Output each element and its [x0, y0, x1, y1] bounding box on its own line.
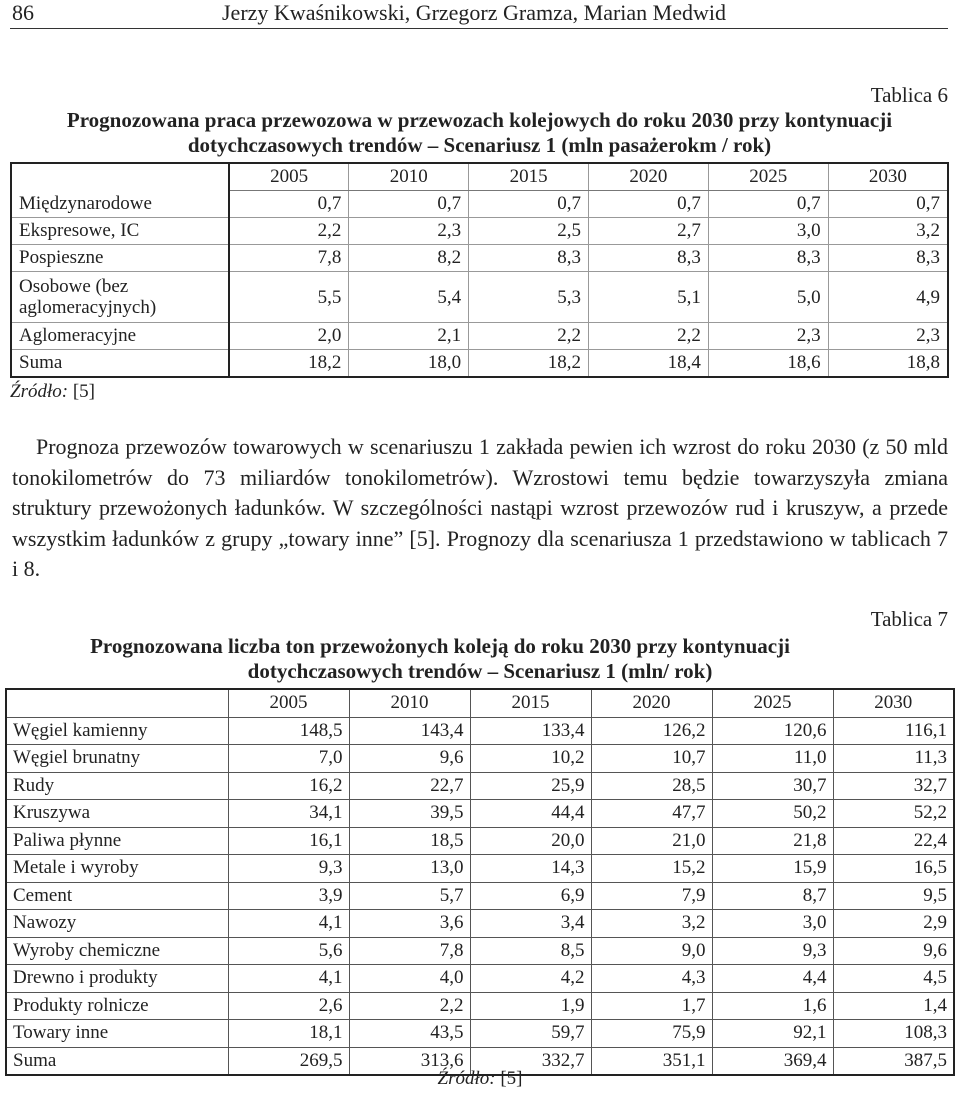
table7 [5, 688, 955, 1076]
table7-cell: 75,9 [591, 1020, 712, 1048]
table7-cell: 120,6 [712, 717, 833, 745]
table7-cell: 10,2 [470, 745, 591, 773]
table7-title [5, 634, 955, 684]
table6-cell: 0,7 [828, 191, 948, 218]
table7-cell: 351,1 [591, 1047, 712, 1075]
table7-row-label: Rudy [6, 772, 228, 800]
table7-year-header: 2010 [349, 689, 470, 717]
table6-cell: 5,0 [708, 272, 828, 323]
table7-cell: 313,6 [349, 1047, 470, 1075]
table7-cell: 18,1 [228, 1020, 349, 1048]
table7-source [0, 1068, 960, 1090]
table7-row-label: Cement [6, 882, 228, 910]
table7-row-label: Kruszywa [6, 800, 228, 828]
table6-cell: 0,7 [229, 191, 349, 218]
table6-cell: 18,8 [906, 352, 940, 373]
table7-cell: 148,5 [228, 717, 349, 745]
table6-cell: 5,5 [229, 272, 349, 323]
table7-row [6, 937, 954, 965]
table6-cell: 2,3 [828, 323, 948, 350]
table7-row-label: Suma [6, 1047, 228, 1075]
table7-label: Tablica 7 [870, 607, 948, 631]
table7-year-header: 2025 [712, 689, 833, 717]
table7-cell: 14,3 [470, 855, 591, 883]
table6-cell: 0,7 [349, 191, 469, 218]
table6-title [10, 108, 949, 158]
table6-year-header: 2015 [469, 163, 589, 191]
table7-cell: 52,2 [833, 800, 954, 828]
table6-cell: 8,2 [349, 245, 469, 272]
table7-cell: 4,3 [591, 965, 712, 993]
table7-cell: 9,6 [833, 937, 954, 965]
table6-cell: 2,1 [349, 323, 469, 350]
table7-cell: 4,4 [712, 965, 833, 993]
table6-row [11, 272, 948, 323]
table6-cell: 18,2 [229, 350, 349, 378]
table6-year-header: 2030 [828, 163, 948, 191]
page-header [10, 0, 948, 29]
table7-cell: 2,2 [349, 992, 470, 1020]
table6-cell: 8,3 [469, 245, 589, 272]
table7-year-header: 2005 [228, 689, 349, 717]
body-paragraph: Prognoza przewozów towarowych w scenariuszu 1 zakłada pewien ich wzrost do roku 2030 (z 50 mld tonokilometrów do 73 miliardów tonokilometrów). Wzrostowi temu będzie towarzyszyła zmiana struktury przewożonych ładunków. W szczególności nastąpi wzrost przewozów rud i kruszyw, a przede wszystkim ładunków z grupy „towary inne” [5]. Prognozy dla scenariusza 1 przedstawiono w tablicach 7 i 8. [12, 434, 948, 581]
table7-row [6, 800, 954, 828]
table6-cell: 0,7 [708, 191, 828, 218]
table7-cell: 269,5 [228, 1047, 349, 1075]
table7-cell: 4,2 [470, 965, 591, 993]
table6-header-row [11, 163, 948, 191]
table6-cell: 2,3 [708, 323, 828, 350]
table7-cell: 21,0 [591, 827, 712, 855]
table6-row [11, 323, 948, 350]
table6-row [11, 245, 948, 272]
table6-cell: 5,3 [469, 272, 589, 323]
table7-cell: 43,5 [349, 1020, 470, 1048]
table6-cell: 2,2 [588, 323, 708, 350]
table7-cell: 16,2 [228, 772, 349, 800]
table7-cell: 3,2 [591, 910, 712, 938]
table7-cell: 133,4 [470, 717, 591, 745]
table6-cell: 18,4 [588, 350, 708, 378]
table7-cell: 30,7 [712, 772, 833, 800]
running-head-authors: Jerzy Kwaśnikowski, Grzegorz Gramza, Marian Medwid [222, 0, 727, 25]
table6-cell: 5,1 [588, 272, 708, 323]
table7-cell: 8,5 [470, 937, 591, 965]
table6-cell: 2,5 [469, 218, 589, 245]
table6-cell: 8,3 [588, 245, 708, 272]
table7-source-label: Źródło: [437, 1068, 496, 1089]
table7-row-label: Metale i wyroby [6, 855, 228, 883]
table7-cell: 18,5 [349, 827, 470, 855]
table6-title-line1: Prognozowana praca przewozowa w przewozach kolejowych do roku 2030 przy kontynuacji [66, 108, 893, 132]
table6-year-header: 2005 [229, 163, 349, 191]
table6-title-line2: dotychczasowych trendów – Scenariusz 1 (mln pasażerokm / rok) [187, 133, 772, 157]
table7-row [6, 772, 954, 800]
table7-cell: 20,0 [470, 827, 591, 855]
table7-cell: 15,2 [591, 855, 712, 883]
table6-year-header: 2025 [708, 163, 828, 191]
table7-cell: 1,6 [712, 992, 833, 1020]
table6-cell: 2,2 [229, 218, 349, 245]
table6-cell: 2,2 [469, 323, 589, 350]
table6-cell: 18,2 [469, 350, 589, 378]
table6-cell: 2,7 [588, 218, 708, 245]
table7-title-line1: Prognozowana liczba ton przewożonych koleją do roku 2030 przy kontynuacji [90, 634, 790, 658]
table6-cell: 18,6 [708, 350, 828, 378]
table6-row-label: Aglomeracyjne [11, 323, 229, 350]
table7-cell: 8,7 [712, 882, 833, 910]
table7-cell: 21,8 [712, 827, 833, 855]
table7-cell: 332,7 [470, 1047, 591, 1075]
table7-cell: 4,1 [228, 965, 349, 993]
table6-cell: 7,8 [229, 245, 349, 272]
table7-cell: 11,0 [712, 745, 833, 773]
table7-cell: 34,1 [228, 800, 349, 828]
table7-cell: 1,7 [591, 992, 712, 1020]
table6-row-label: Pospieszne [11, 245, 229, 272]
table7-cell: 9,5 [833, 882, 954, 910]
table7-row [6, 717, 954, 745]
table7-cell: 5,7 [349, 882, 470, 910]
table7-cell: 47,7 [591, 800, 712, 828]
table6-cell: 8,3 [828, 245, 948, 272]
table7-cell: 44,4 [470, 800, 591, 828]
table7-cell: 7,8 [349, 937, 470, 965]
table7-cell: 9,6 [349, 745, 470, 773]
table7-row [6, 827, 954, 855]
table6-row [11, 191, 948, 218]
table7-header-corner [6, 689, 228, 717]
table6-row [11, 350, 948, 378]
table6-cell: 2,3 [349, 218, 469, 245]
table7-cell: 22,4 [833, 827, 954, 855]
table6-source-ref: [5] [68, 381, 95, 402]
table7-cell: 15,9 [712, 855, 833, 883]
table7-cell: 16,1 [228, 827, 349, 855]
table7-row [6, 1020, 954, 1048]
table7-cell: 16,5 [833, 855, 954, 883]
table7-row-label: Produkty rolnicze [6, 992, 228, 1020]
table7-row [6, 910, 954, 938]
table7-row-label: Węgiel brunatny [6, 745, 228, 773]
table6-header-corner [11, 163, 229, 191]
table7-row [6, 882, 954, 910]
table6-row-label: Międzynarodowe [11, 191, 229, 218]
table7-cell: 92,1 [712, 1020, 833, 1048]
table6-cell: 3,0 [708, 218, 828, 245]
table7-row [6, 992, 954, 1020]
table7-cell: 4,1 [228, 910, 349, 938]
table7-year-header: 2030 [833, 689, 954, 717]
table7-cell: 11,3 [833, 745, 954, 773]
table7-cell: 116,1 [833, 717, 954, 745]
table6-row [11, 218, 948, 245]
table6-cell: 3,2 [828, 218, 948, 245]
table7-row [6, 965, 954, 993]
table6-cell: 0,7 [588, 191, 708, 218]
table6-cell: 8,3 [708, 245, 828, 272]
table7-cell: 126,2 [591, 717, 712, 745]
table7-row-label: Węgiel kamienny [6, 717, 228, 745]
table6-source [10, 381, 95, 403]
table6-cell: 18,0 [349, 350, 469, 378]
table7-row [6, 855, 954, 883]
table7-cell: 4,0 [349, 965, 470, 993]
table7-cell: 39,5 [349, 800, 470, 828]
table7-row-label: Wyroby chemiczne [6, 937, 228, 965]
table7-cell: 4,5 [833, 965, 954, 993]
table7-cell: 7,0 [228, 745, 349, 773]
table7-source-ref: [5] [495, 1068, 523, 1089]
table7-cell: 2,6 [228, 992, 349, 1020]
table7-cell: 369,4 [712, 1047, 833, 1075]
table7-cell: 2,9 [833, 910, 954, 938]
table7-cell: 7,9 [591, 882, 712, 910]
table7-cell: 3,6 [349, 910, 470, 938]
table7-cell: 6,9 [470, 882, 591, 910]
table7-cell: 3,9 [228, 882, 349, 910]
table7-row-label: Drewno i produkty [6, 965, 228, 993]
table7-year-header: 2020 [591, 689, 712, 717]
table6-cell: 5,4 [349, 272, 469, 323]
table6 [10, 162, 949, 378]
table6-cell: 2,0 [229, 323, 349, 350]
table7-cell: 10,7 [591, 745, 712, 773]
table6-cell: 4,9 [828, 272, 948, 323]
table7-cell: 3,0 [712, 910, 833, 938]
table7-cell: 13,0 [349, 855, 470, 883]
page-number: 86 [12, 0, 34, 25]
table6-source-label: Źródło: [10, 381, 69, 402]
table7-cell: 387,5 [833, 1047, 954, 1075]
table7-cell: 22,7 [349, 772, 470, 800]
table6-row-label: Ekspresowe, IC [11, 218, 229, 245]
table7-cell: 1,4 [833, 992, 954, 1020]
table7-cell: 28,5 [591, 772, 712, 800]
table7-cell: 50,2 [712, 800, 833, 828]
table6-row-label: Osobowe (bez aglomeracyjnych) [11, 272, 229, 323]
table6-cell: 0,7 [469, 191, 589, 218]
table6-year-header: 2010 [349, 163, 469, 191]
table7-header-row [6, 689, 954, 717]
table7-cell: 3,4 [470, 910, 591, 938]
table7-title-line2: dotychczasowych trendów – Scenariusz 1 (mln/ rok) [247, 659, 713, 683]
table7-cell: 143,4 [349, 717, 470, 745]
table7-cell: 59,7 [470, 1020, 591, 1048]
table7-cell: 9,0 [591, 937, 712, 965]
table7-cell: 9,3 [712, 937, 833, 965]
table7-cell: 1,9 [470, 992, 591, 1020]
table7-cell: 32,7 [833, 772, 954, 800]
table7-row-label: Paliwa płynne [6, 827, 228, 855]
table7-row-label: Towary inne [6, 1020, 228, 1048]
table6-label: Tablica 6 [870, 83, 948, 107]
table6-row-label: Suma [11, 350, 229, 378]
table7-row-label: Nawozy [6, 910, 228, 938]
table7-row [6, 745, 954, 773]
table7-cell: 25,9 [470, 772, 591, 800]
table7-year-header: 2015 [470, 689, 591, 717]
table7-cell: 9,3 [228, 855, 349, 883]
table7-cell: 108,3 [833, 1020, 954, 1048]
table7-cell: 5,6 [228, 937, 349, 965]
table6-year-header: 2020 [588, 163, 708, 191]
